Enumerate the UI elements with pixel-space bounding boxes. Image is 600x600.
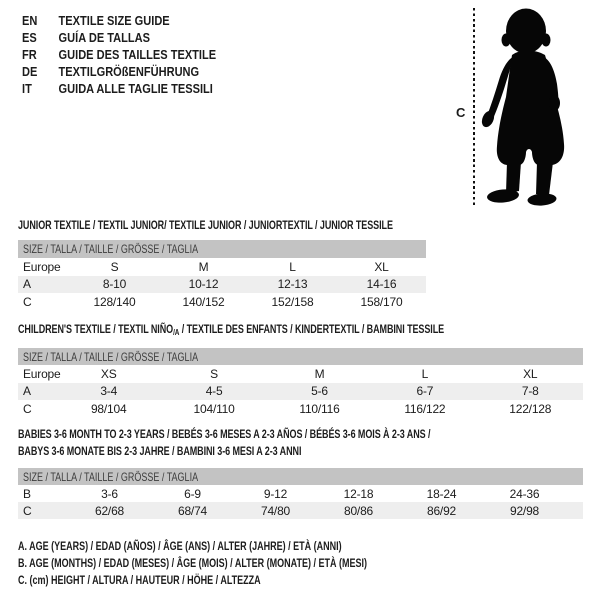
row-label: Europe: [23, 259, 61, 274]
value-cell: 86/92: [426, 503, 457, 518]
size-cell: S: [110, 259, 119, 274]
row-label: C: [23, 401, 32, 416]
size-cell: XL: [523, 366, 538, 381]
value-cell: 140/152: [182, 294, 225, 309]
junior-table-title: JUNIOR TEXTILE / TEXTIL JUNIOR/ TEXTILE JUNIOR / JUNIORTEXTIL / JUNIOR TESSILE: [18, 218, 393, 232]
size-header-label: SIZE / TALLA / TAILLE / GRÖSSE / TAGLIA: [23, 349, 199, 364]
footnote-a: A. AGE (YEARS) / EDAD (AÑOS) / ÂGE (ANS) / ALTER (JAHRE) / ETÀ (ANNI): [18, 539, 342, 553]
value-cell: 12-13: [277, 277, 308, 292]
table-row: [18, 365, 583, 383]
value-cell: 14-16: [366, 277, 397, 292]
value-cell: 152/158: [271, 294, 314, 309]
baby-silhouette-image: [479, 0, 599, 215]
height-measure-dotted-line: [473, 8, 475, 205]
junior-size-table: [18, 240, 426, 311]
size-header-label: SIZE / TALLA / TAILLE / GRÖSSE / TAGLIA: [23, 242, 199, 256]
row-label: Europe: [23, 366, 61, 381]
size-cell: L: [421, 366, 429, 381]
row-label: A: [23, 277, 31, 292]
size-cell: XL: [374, 259, 389, 274]
language-title: GUÍA DE TALLAS: [58, 30, 151, 45]
language-code: DE: [22, 64, 38, 79]
table-row: [18, 293, 426, 311]
title-text: / TEXTILE DES ENFANTS / KINDERTEXTIL / BAMBINI TESSILE: [179, 322, 445, 336]
size-header-bar: [18, 348, 583, 365]
row-label: C: [23, 503, 32, 518]
language-title: GUIDA ALLE TAGLIE TESSILI: [58, 81, 213, 96]
size-cell: XS: [100, 366, 117, 381]
language-code: ES: [22, 30, 37, 45]
value-cell: 10-12: [188, 277, 219, 292]
title-line: BABIES 3-6 MONTH TO 2-3 YEARS / BEBÉS 3-6 MESES A 2-3 AÑOS / BÉBÉS 3-6 MOIS À 2-3 ANS /: [18, 427, 431, 441]
language-row: [22, 63, 216, 80]
language-title-list: [22, 12, 216, 97]
value-cell: 9-12: [263, 486, 288, 501]
title-subscript: /A: [173, 327, 180, 337]
language-title: GUIDE DES TAILLES TEXTILE: [58, 47, 217, 62]
childrens-table-title: [18, 321, 444, 341]
size-header-bar: [18, 240, 426, 258]
language-row: [22, 12, 216, 29]
size-cell: M: [314, 366, 325, 381]
language-code: EN: [22, 13, 38, 28]
language-title: TEXTILGRÖßENFÜHRUNG: [58, 64, 200, 79]
value-cell: 116/122: [404, 401, 446, 416]
value-cell: 62/68: [94, 503, 125, 518]
value-cell: 98/104: [90, 401, 127, 416]
value-cell: 158/170: [360, 294, 403, 309]
value-cell: 92/98: [509, 503, 540, 518]
table-row: [18, 502, 583, 519]
childrens-size-table: [18, 348, 583, 418]
value-cell: 7-8: [521, 384, 539, 399]
size-header-bar: [18, 468, 583, 485]
footnote-c: C. (cm) HEIGHT / ALTURA / HAUTEUR / HÖHE / ALTEZZA: [18, 573, 261, 588]
value-cell: 18-24: [426, 486, 457, 501]
language-row: [22, 80, 216, 97]
table-row: [18, 383, 583, 401]
row-label: A: [23, 384, 31, 399]
table-row: [18, 485, 583, 502]
size-cell: L: [289, 259, 296, 274]
value-cell: 74/80: [260, 503, 291, 518]
value-cell: 110/116: [299, 401, 340, 416]
table-row: [18, 276, 426, 294]
size-cell: S: [210, 366, 218, 381]
value-cell: 80/86: [343, 503, 374, 518]
value-cell: 6-9: [184, 486, 201, 501]
footnote-legend: [18, 538, 367, 590]
footnote-b: B. AGE (MONTHS) / EDAD (MESES) / ÂGE (MOIS) / ALTER (MONATE) / ETÀ (MESI): [18, 556, 367, 571]
table-row: [18, 258, 426, 276]
value-cell: 12-18: [343, 486, 374, 501]
value-cell: 6-7: [416, 384, 434, 399]
title-line: BABYS 3-6 MONATE BIS 2-3 JAHRE / BAMBINI 3-6 MESI A 2-3 ANNI: [18, 444, 302, 458]
language-code: FR: [22, 47, 37, 62]
value-cell: 122/128: [509, 401, 552, 416]
language-title: TEXTILE SIZE GUIDE: [58, 13, 170, 28]
value-cell: 24-36: [509, 486, 540, 501]
value-cell: 3-4: [100, 384, 118, 399]
value-cell: 104/110: [193, 401, 235, 416]
babies-table-title: [18, 426, 430, 460]
value-cell: 5-6: [311, 384, 328, 399]
value-cell: 8-10: [102, 277, 127, 292]
row-label: B: [23, 486, 31, 501]
language-code: IT: [22, 81, 32, 96]
row-label: C: [23, 294, 32, 309]
babies-size-table: [18, 468, 583, 519]
value-cell: 4-5: [205, 384, 223, 399]
size-cell: M: [198, 259, 209, 274]
value-cell: 128/140: [93, 294, 136, 309]
size-header-label: SIZE / TALLA / TAILLE / GRÖSSE / TAGLIA: [23, 469, 199, 484]
language-row: [22, 29, 216, 46]
title-text: CHILDREN'S TEXTILE / TEXTIL NIÑO: [18, 322, 174, 336]
value-cell: 68/74: [177, 503, 208, 518]
height-measure-label: C: [456, 105, 466, 120]
table-row: [18, 400, 583, 418]
language-row: [22, 46, 216, 63]
value-cell: 3-6: [101, 486, 118, 501]
